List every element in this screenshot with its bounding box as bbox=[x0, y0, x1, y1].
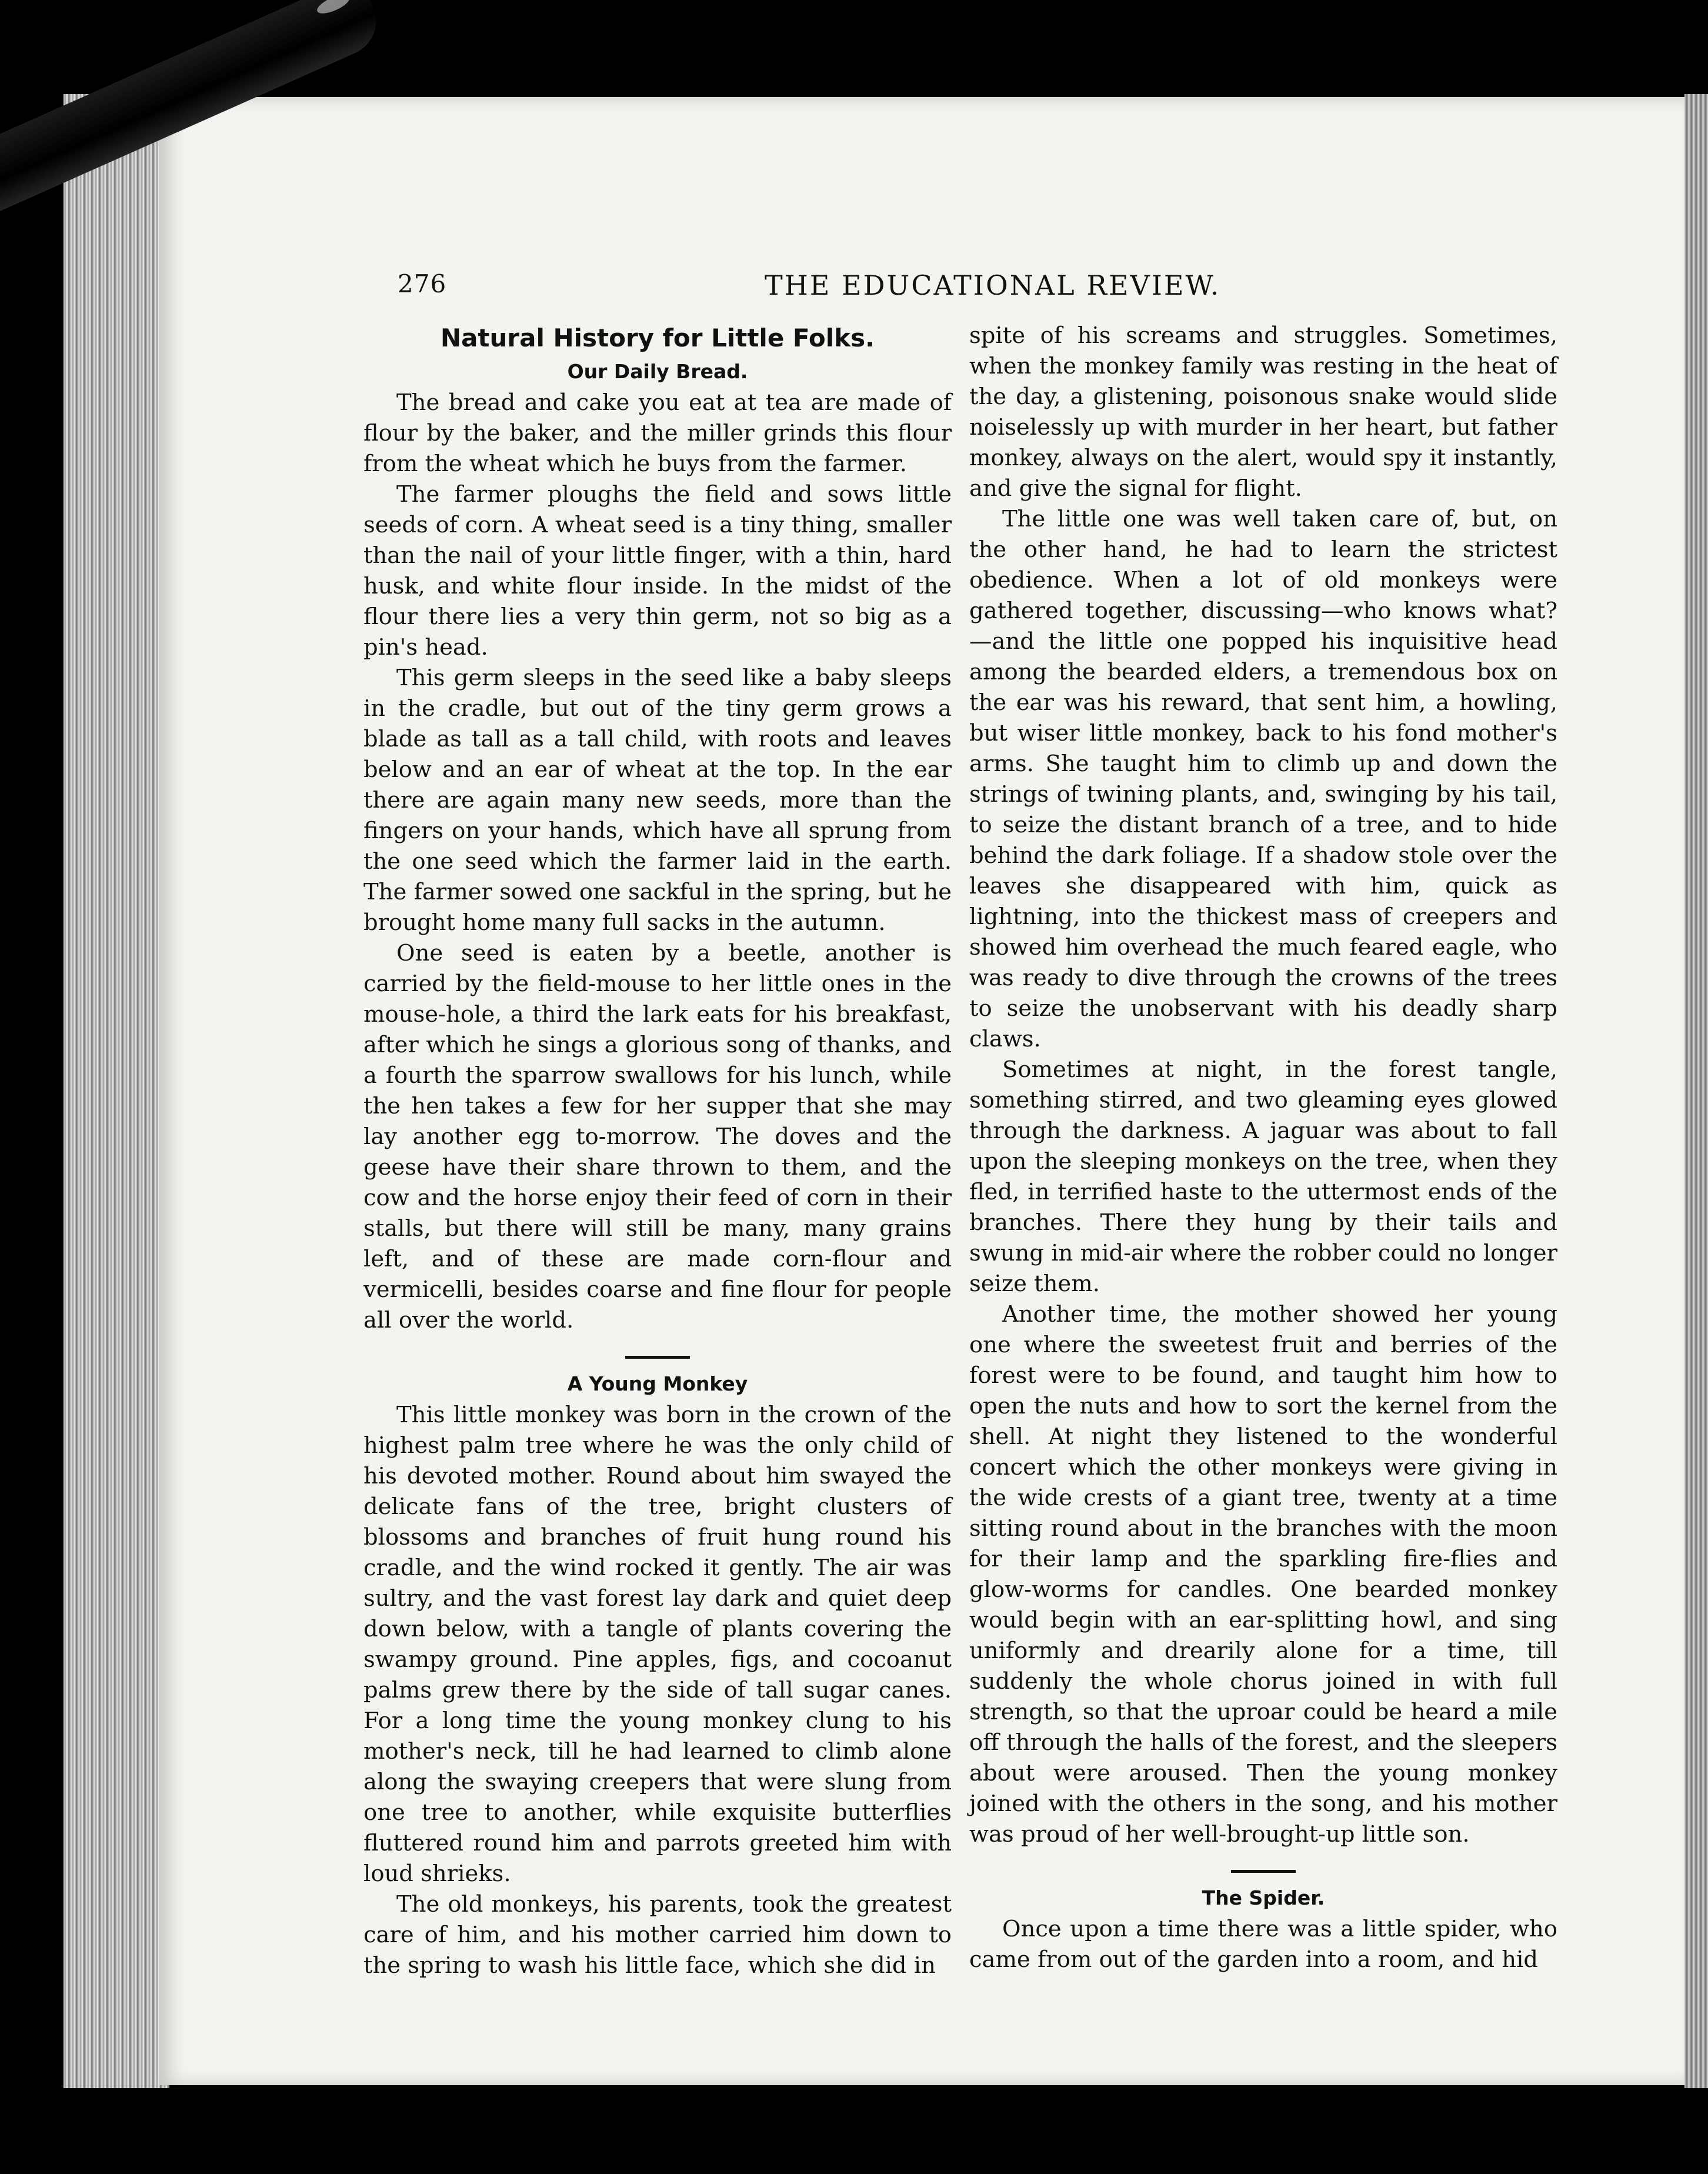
book-page-edges bbox=[64, 94, 169, 2088]
paragraph: One seed is eaten by a beetle, another is carried by the field-mouse to her little ones in the mouse-hole, a third the lark eats for his breakfast, after which he sings a glorious song of thanks, and a fourth the sparrow swallows for his lunch, while the hen takes a few for her supper that she may lay another egg to-morrow. The doves and the geese have their share thrown to them, and the cow and the horse enjoy their feed of corn in their stalls, but there will still be many, many grains left, and of these are made corn-flour and vermicelli, besides coarse and fine flour for people all over the world. bbox=[363, 940, 952, 1333]
section-divider bbox=[625, 1356, 690, 1359]
book-right-edge bbox=[1684, 94, 1708, 2088]
paragraph: Sometimes at night, in the forest tangle, something stirred, and two gleaming eyes glowed through the darkness. A jaguar was about to fall upon the sleeping monkeys on the tree, when they fled, in terrified haste to the uttermost ends of the branches. There they hung by their tails and swung in mid-air where the robber could no longer seize them. bbox=[969, 1056, 1557, 1297]
article-title: Natural History for Little Folks. bbox=[440, 324, 875, 352]
paragraph: Once upon a time there was a little spider, who came from out of the garden into a room, and hid bbox=[969, 1916, 1557, 1973]
paragraph: The old monkeys, his parents, took the greatest care of him, and his mother carried him down to the spring to wash his little face, which she did in bbox=[363, 1891, 952, 1979]
paragraph: The bread and cake you eat at tea are made of flour by the baker, and the miller grinds this flour from the wheat which he buys from the farmer. bbox=[363, 389, 952, 477]
section-divider bbox=[1231, 1870, 1296, 1873]
paragraph: The farmer ploughs the field and sows little seeds of corn. A wheat seed is a tiny thing, smaller than the nail of your little finger, with a thin, hard husk, and white flour inside. In the midst of the flour there lies a very thin germ, not so big as a pin's head. bbox=[363, 481, 952, 661]
paragraph: Another time, the mother showed her young one where the sweetest fruit and berries of the forest were to be found, and taught him how to open the nuts and how to sort the kernel from the shell. At night they listened to the wonderful concert which the other monkeys were giving in the wide crests of a giant tree, twenty at a time sitting round about in the branches with the moon for their lamp and the sparkling fire-flies and glow-worms for candles. One bearded monkey would begin with an ear-splitting howl, and sing uniformly and drearily alone for a time, till suddenly the whole chorus joined in with full strength, so that the uproar could be heard a mile off through the halls of the forest, and the sleepers about were aroused. Then the young monkey joined with the others in the song, and his mother was proud of her well-brought-up little son. bbox=[969, 1301, 1557, 1848]
left-column bbox=[363, 321, 952, 1981]
section-title-spider: The Spider. bbox=[1202, 1886, 1325, 1909]
paragraph: This germ sleeps in the seed like a baby sleeps in the cradle, but out of the tiny germ grows a blade as tall as a tall child, with roots and leaves below and an ear of wheat at the top. In the ear there are again many new seeds, more than the fingers on your hands, which have all sprung from the one seed which the farmer laid in the earth. The farmer sowed one sackful in the spring, but he brought home many full sacks in the autumn. bbox=[363, 665, 952, 936]
paragraph: The little one was well taken care of, but, on the other hand, he had to learn the strictest obedience. When a lot of old monkeys were gathered together, discussing—who knows what?—and the little one popped his inquisitive head among the bearded elders, a tremendous box on the ear was his reward, that sent him, a howling, but wiser little monkey, back to his fond mother's arms. She taught him to climb up and down the strings of twining plants, and, swinging by his tail, to seize the distant branch of a tree, and to hide behind the dark foliage. If a shadow stole over the leaves she disappeared with him, quick as lightning, into the thickest mass of creepers and showed him overhead the much feared eagle, who was ready to dive through the crowns of the trees to seize the unobservant with his deadly sharp claws. bbox=[969, 506, 1557, 1052]
running-head bbox=[353, 269, 1588, 311]
section-title-daily-bread: Our Daily Bread. bbox=[567, 360, 748, 383]
page-number: 276 bbox=[398, 269, 447, 298]
journal-title: THE EDUCATIONAL REVIEW. bbox=[765, 269, 1221, 301]
right-column bbox=[969, 321, 1557, 1975]
paragraph: This little monkey was born in the crown of the highest palm tree where he was the only child of his devoted mother. Round about him swayed the delicate fans of the tree, bright clusters of blossoms and branches of fruit hung round his cradle, and the wind rocked it gently. The air was sultry, and the vast forest lay dark and quiet deep down below, with a tangle of plants covering the swampy ground. Pine apples, figs, and cocoanut palms grew there by the side of tall sugar canes. For a long time the young monkey clung to his mother's neck, till he had learned to climb alone along the swaying creepers that were slung from one tree to another, while exquisite butterflies fluttered round him and parrots greeted him with loud shrieks. bbox=[363, 1402, 952, 1887]
section-title-young-monkey: A Young Monkey bbox=[567, 1372, 748, 1395]
paragraph-continued: spite of his screams and struggles. Sometimes, when the monkey family was resting in the heat of the day, a glistening, poisonous snake would slide noiselessly up with murder in her heart, but father monkey, always on the alert, would spy it instantly, and give the signal for flight. bbox=[969, 322, 1557, 502]
